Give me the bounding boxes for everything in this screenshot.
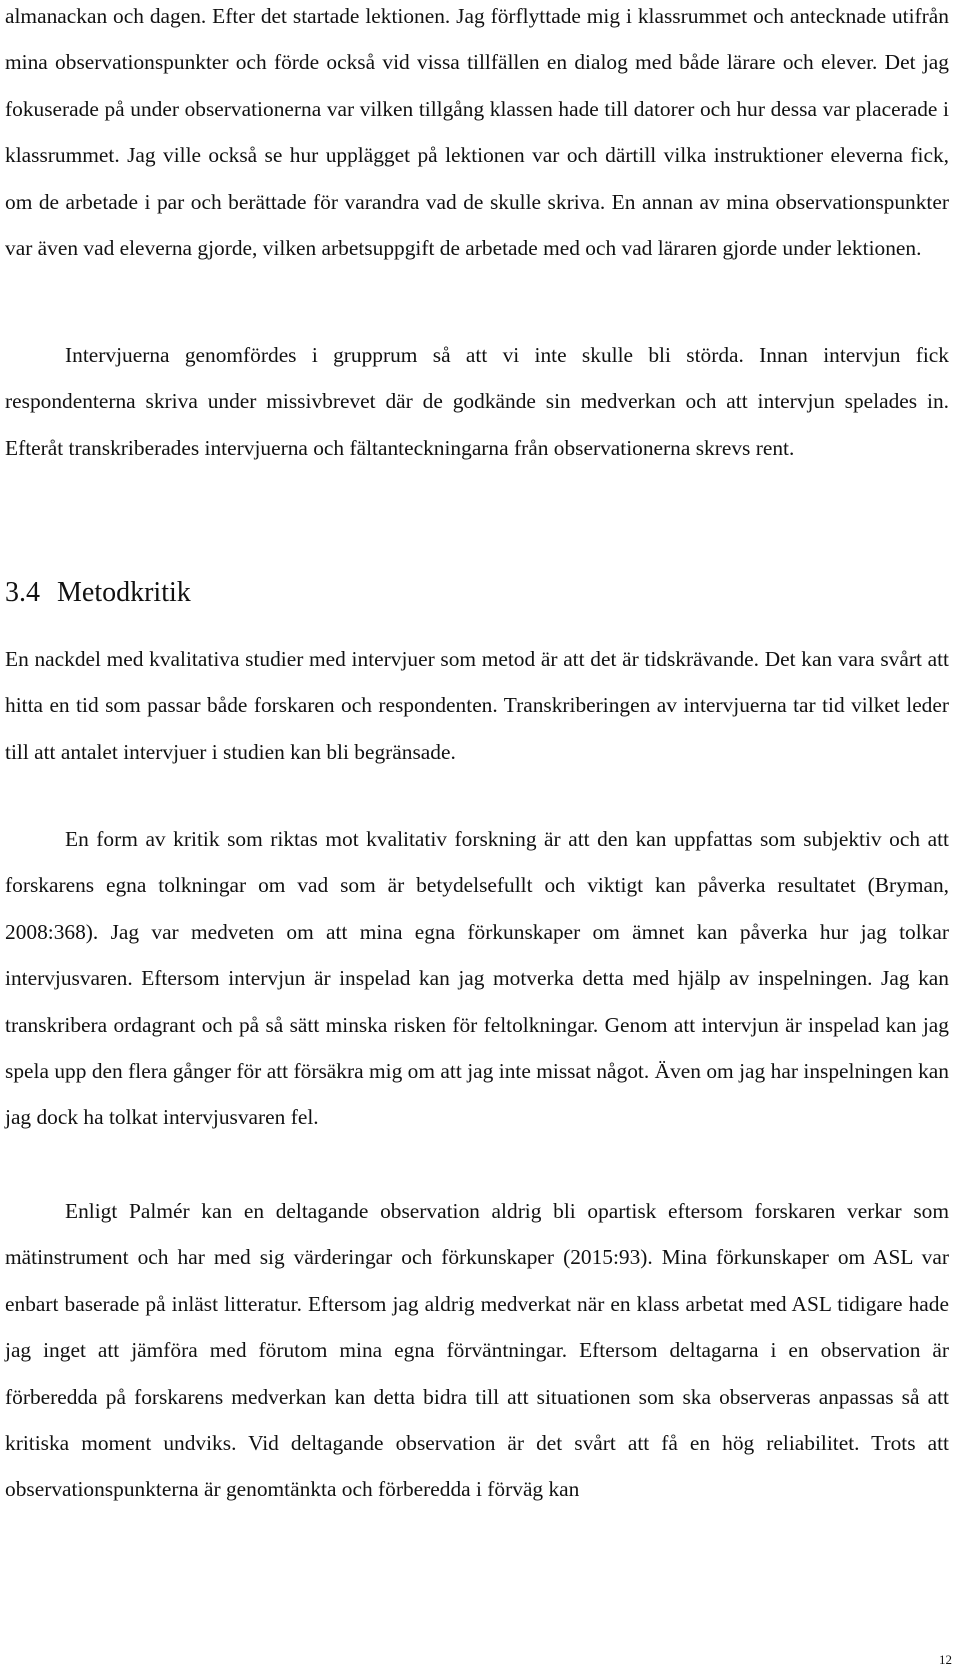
section-number: 3.4 bbox=[5, 577, 40, 608]
section-heading bbox=[5, 575, 191, 611]
body-paragraph: almanackan och dagen. Efter det startade lektionen. Jag förflyttade mig i klassrummet och antecknade utifrån mina observationspunkter och förde också vid vissa tillfällen en dialog med både lärare och elever. Det jag fokuserade på under observationerna var vilken tillgång klassen hade till datorer och hur dessa var placerade i klassrummet. Jag ville också se hur upplägget på lektionen var och därtill vilka instruktioner eleverna fick, om de arbetade i par och berättade för varandra vad de skulle skriva. En annan av mina observationspunkter var även vad eleverna gjorde, vilken arbetsuppgift de arbetade med och vad läraren gjorde under lektionen. bbox=[5, 4, 949, 261]
body-paragraph: En form av kritik som riktas mot kvalitativ forskning är att den kan uppfattas som subjektiv och att forskarens egna tolkningar om vad som är betydelsefullt och viktigt kan påverka resultatet (Bryman, 2008:368). Jag var medveten om att mina egna förkunskaper om ämnet kan påverka hur jag tolkar intervjusvaren. Eftersom intervjun är inspelad kan jag motverka detta med hjälp av inspelningen. Jag kan transkribera ordagrant och på så sätt minska risken för feltolkningar. Genom att intervjun är inspelad kan jag spela upp den flera gånger för att försäkra mig om att jag inte missat något. Även om jag har inspelningen kan jag dock ha tolkat intervjusvaren fel. bbox=[5, 827, 949, 1130]
page-number: 12 bbox=[939, 1652, 952, 1667]
body-paragraph: Enligt Palmér kan en deltagande observation aldrig bli opartisk eftersom forskaren verkar som mätinstrument och har med sig värderingar och förkunskaper (2015:93). Mina förkunskaper om ASL var enbart baserade på inläst litteratur. Eftersom jag aldrig medverkat när en klass arbetat med ASL tidigare hade jag inget att jämföra med förutom mina egna förväntningar. Eftersom deltagarna i en observation är förberedda på forskarens medverkan kan detta bidra till att situationen som ska observeras anpassas så att kritiska moment undviks. Vid deltagande observation är det svårt att få en hög reliabilitet. Trots att observationspunkterna är genomtänkta och förberedda i förväg kan bbox=[5, 1199, 949, 1502]
body-paragraph: Intervjuerna genomfördes i grupprum så att vi inte skulle bli störda. Innan intervjun fick respondenterna skriva under missivbrevet där de godkände sin medverkan och att intervjun spelades in. Efteråt transkriberades intervjuerna och fältanteckningarna från observationerna skrevs rent. bbox=[5, 343, 949, 460]
section-title: Metodkritik bbox=[57, 577, 191, 608]
body-paragraph: En nackdel med kvalitativa studier med intervjuer som metod är att det är tidskrävande. Det kan vara svårt att hitta en tid som passar både forskaren och respondenten. Transkriberingen av intervjuerna tar tid vilket leder till att antalet intervjuer i studien kan bli begränsade. bbox=[5, 647, 949, 764]
